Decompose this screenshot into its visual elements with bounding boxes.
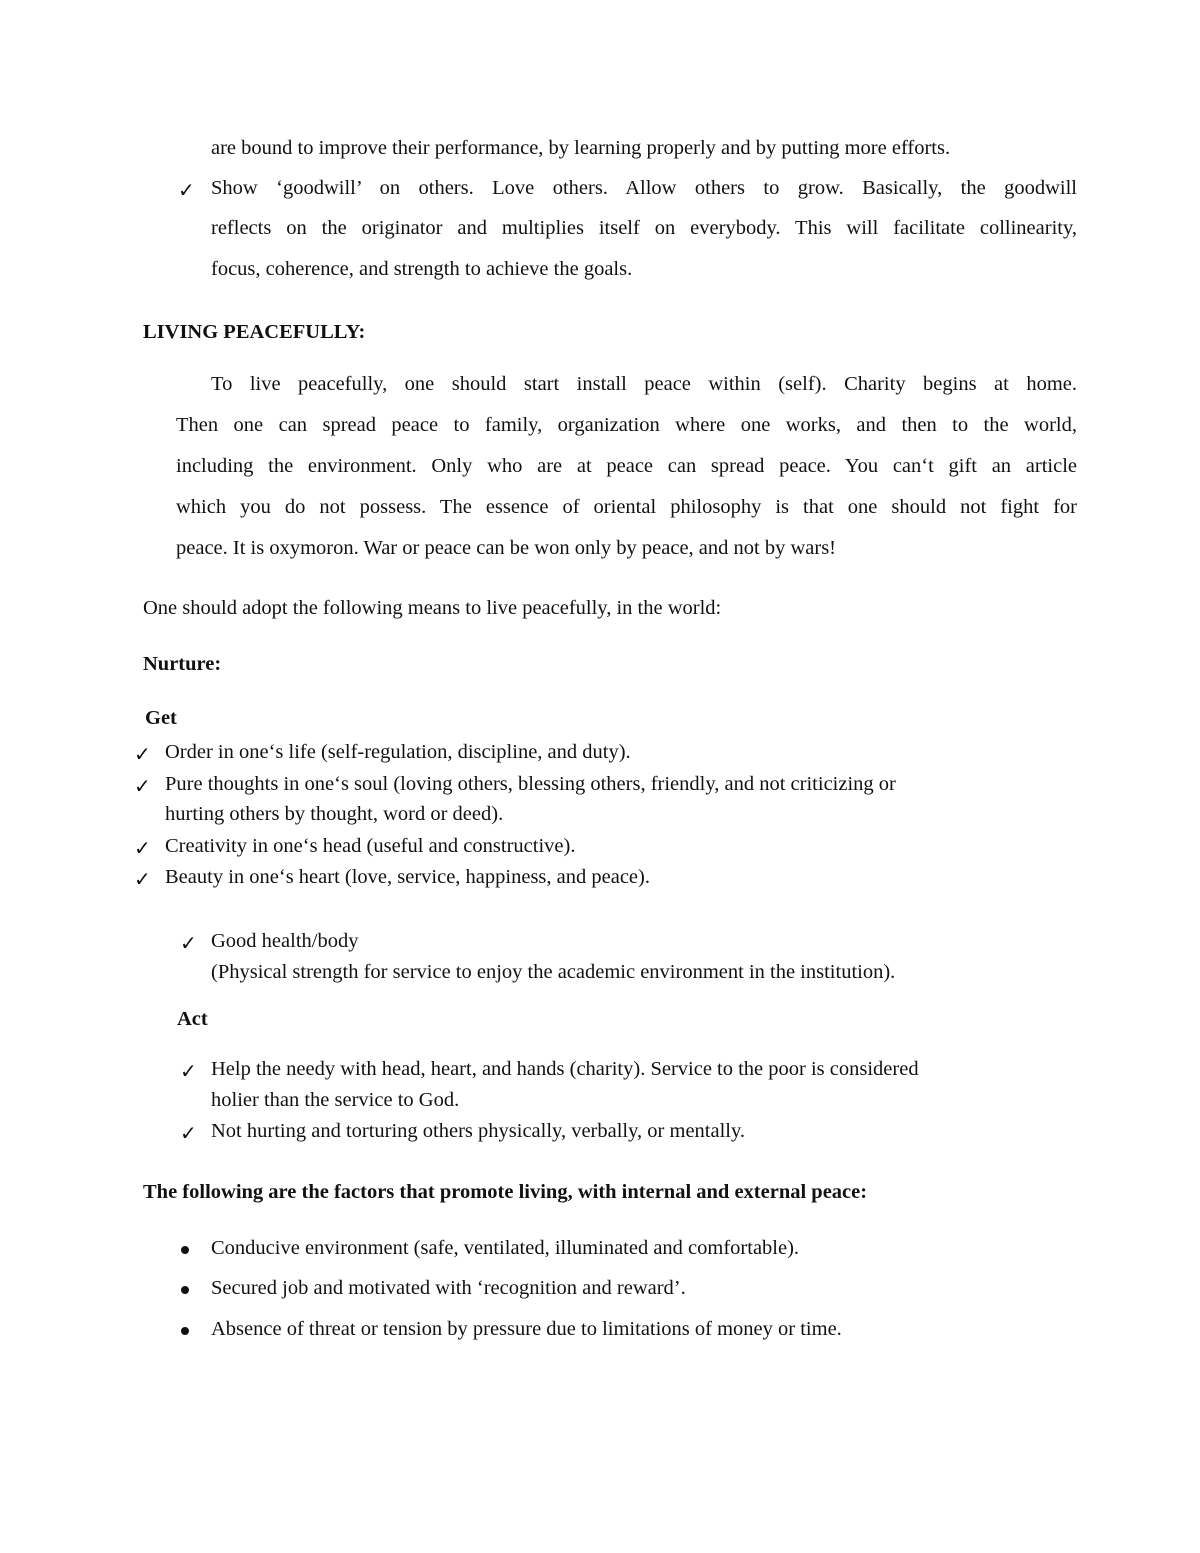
bullet-dot-icon xyxy=(181,1286,189,1294)
health-detail: (Physical strength for service to enjoy the academic environment in the institution). xyxy=(211,961,896,983)
get-heading: Get xyxy=(145,707,177,729)
paragraph-line: Then one can spread peace to family, organization where one works, and then to the world, xyxy=(176,414,1077,436)
health-item: Good health/body xyxy=(211,930,359,952)
checkmark-icon: ✓ xyxy=(180,1059,197,1083)
goodwill-line: reflects on the originator and multiplies itself on everybody. This will facilitate collinearity, xyxy=(211,217,1077,239)
act-heading: Act xyxy=(177,1008,208,1030)
paragraph-line: which you do not possess. The essence of oriental philosophy is that one should not fight for xyxy=(176,496,1077,518)
checkmark-icon: ✓ xyxy=(134,774,151,798)
get-item: Pure thoughts in one‘s soul (loving others, blessing others, friendly, and not criticizing or xyxy=(165,773,896,795)
means-intro: One should adopt the following means to live peacefully, in the world: xyxy=(143,597,722,619)
paragraph-line: To live peacefully, one should start install peace within (self). Charity begins at home. xyxy=(211,373,1077,395)
factors-heading: The following are the factors that promote living, with internal and external peace: xyxy=(143,1181,868,1203)
paragraph-line: peace. It is oxymoron. War or peace can be won only by peace, and not by wars! xyxy=(176,537,836,559)
goodwill-line: Show ‘goodwill’ on others. Love others. Allow others to grow. Basically, the goodwill xyxy=(211,177,1077,199)
bullet-dot-icon xyxy=(181,1246,189,1254)
get-item: Creativity in one‘s head (useful and constructive). xyxy=(165,835,576,857)
get-item: Beauty in one‘s heart (love, service, happiness, and peace). xyxy=(165,866,650,888)
checkmark-icon: ✓ xyxy=(134,742,151,766)
paragraph-line: including the environment. Only who are at peace can spread peace. You can‘t gift an article xyxy=(176,455,1077,477)
checkmark-icon: ✓ xyxy=(134,867,151,891)
act-item-continued: holier than the service to God. xyxy=(211,1089,460,1111)
act-item: Not hurting and torturing others physically, verbally, or mentally. xyxy=(211,1120,746,1142)
checkmark-icon: ✓ xyxy=(178,178,195,202)
get-item: Order in one‘s life (self-regulation, discipline, and duty). xyxy=(165,741,631,763)
factor-item: Conducive environment (safe, ventilated, illuminated and comfortable). xyxy=(211,1237,800,1259)
act-item: Help the needy with head, heart, and hands (charity). Service to the poor is considered xyxy=(211,1058,919,1080)
checkmark-icon: ✓ xyxy=(134,836,151,860)
section-heading-living-peacefully: LIVING PEACEFULLY: xyxy=(143,321,366,343)
goodwill-line: focus, coherence, and strength to achieve the goals. xyxy=(211,258,633,280)
intro-line: are bound to improve their performance, by learning properly and by putting more efforts. xyxy=(211,137,951,159)
get-item-continued: hurting others by thought, word or deed). xyxy=(165,803,504,825)
nurture-heading: Nurture: xyxy=(143,653,222,675)
checkmark-icon: ✓ xyxy=(180,931,197,955)
bullet-dot-icon xyxy=(181,1327,189,1335)
factor-item: Secured job and motivated with ‘recognition and reward’. xyxy=(211,1277,686,1299)
checkmark-icon: ✓ xyxy=(180,1121,197,1145)
factor-item: Absence of threat or tension by pressure due to limitations of money or time. xyxy=(211,1318,842,1340)
